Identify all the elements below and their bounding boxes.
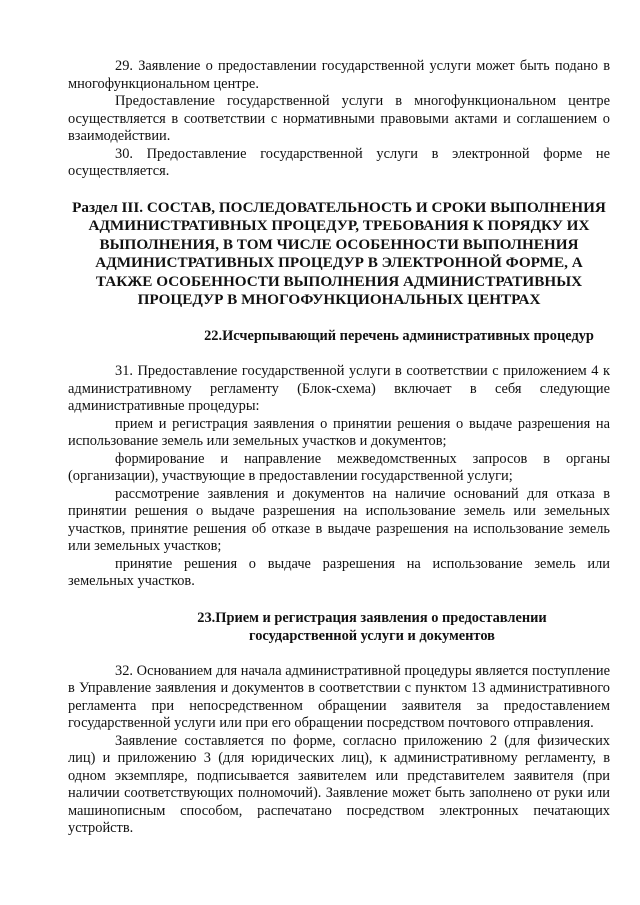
list-item-procedure: рассмотрение заявления и документов на наличие оснований для отказа в принятии решения о выдаче разрешения на использование земель или земельных участков, принятие решения об отказе в выдаче разрешения на использование земель или земельных участков;: [68, 485, 610, 555]
paragraph-32: 32. Основанием для начала административной процедуры является поступление в Управление заявления и документов в соответствии с пунктом 13 административного регламента при непосредственном обращении заявителя за предоставлением государственной услуги или при его обращении посредством почтового отправления.: [68, 662, 610, 732]
paragraph-mfc-provision: Предоставление государственной услуги в многофункциональном центре осуществляется в соответствии с нормативными правовыми актами и соглашением о взаимодействии.: [68, 93, 610, 144]
document-page: [68, 58, 610, 838]
section-23-body: [68, 663, 610, 838]
paragraph-31: 31. Предоставление государственной услуги в соответствии с приложением 4 к административному регламенту (Блок-схема) включает в себя следующие административные процедуры:: [68, 363, 610, 415]
paragraph-application-form: Заявление составляется по форме, согласно приложению 2 (для физических лиц) и приложению 3 (для юридических лиц), к административному регламенту, в одном экземпляре, подписывается заявителем или представителем заявителя (при наличии соответствующих полномочий). Заявление может быть заполнено от руки или машинописным способом, распечатано посредством электронных печатающих устройств.: [68, 732, 610, 837]
section-22-body: [68, 363, 610, 591]
list-item-procedure: формирование и направление межведомственных запросов в органы (организации), участвующие в предоставлении государственной услуги;: [68, 450, 610, 485]
list-item-procedure: прием и регистрация заявления о принятии решения о выдаче разрешения на использование земель или земельных участков и документов;: [68, 415, 610, 450]
paragraph-29: 29. Заявление о предоставлении государственной услуги может быть подано в многофункциональном центре.: [68, 58, 610, 92]
subheading-23: 23.Прием и регистрация заявления о предоставлении государственной услуги и документов: [197, 609, 547, 644]
section-heading: Раздел III. СОСТАВ, ПОСЛЕДОВАТЕЛЬНОСТЬ И СРОКИ ВЫПОЛНЕНИЯ АДМИНИСТРАТИВНЫХ ПРОЦЕДУР, ТРЕБОВАНИЯ К ПОРЯДКУ ИХ ВЫПОЛНЕНИЯ, В ТОМ ЧИСЛЕ ОСОБЕННОСТИ ВЫПОЛНЕНИЯ АДМИНИСТРАТИВНЫХ ПРОЦЕДУР В ЭЛЕКТРОННОЙ ФОРМЕ, А ТАКЖЕ ОСОБЕННОСТИ ВЫПОЛНЕНИЯ АДМИНИСТРАТИВНЫХ ПРОЦЕДУР В МНОГОФУНКЦИОНАЛЬНЫХ ЦЕНТРАХ: [72, 198, 606, 309]
subheading-22: 22.Исчерпывающий перечень административных процедур: [204, 328, 594, 345]
list-item-procedure: принятие решения о выдаче разрешения на использование земель или земельных участков.: [68, 555, 610, 590]
paragraph-30: 30. Предоставление государственной услуги в электронной форме не осуществляется.: [68, 145, 610, 179]
